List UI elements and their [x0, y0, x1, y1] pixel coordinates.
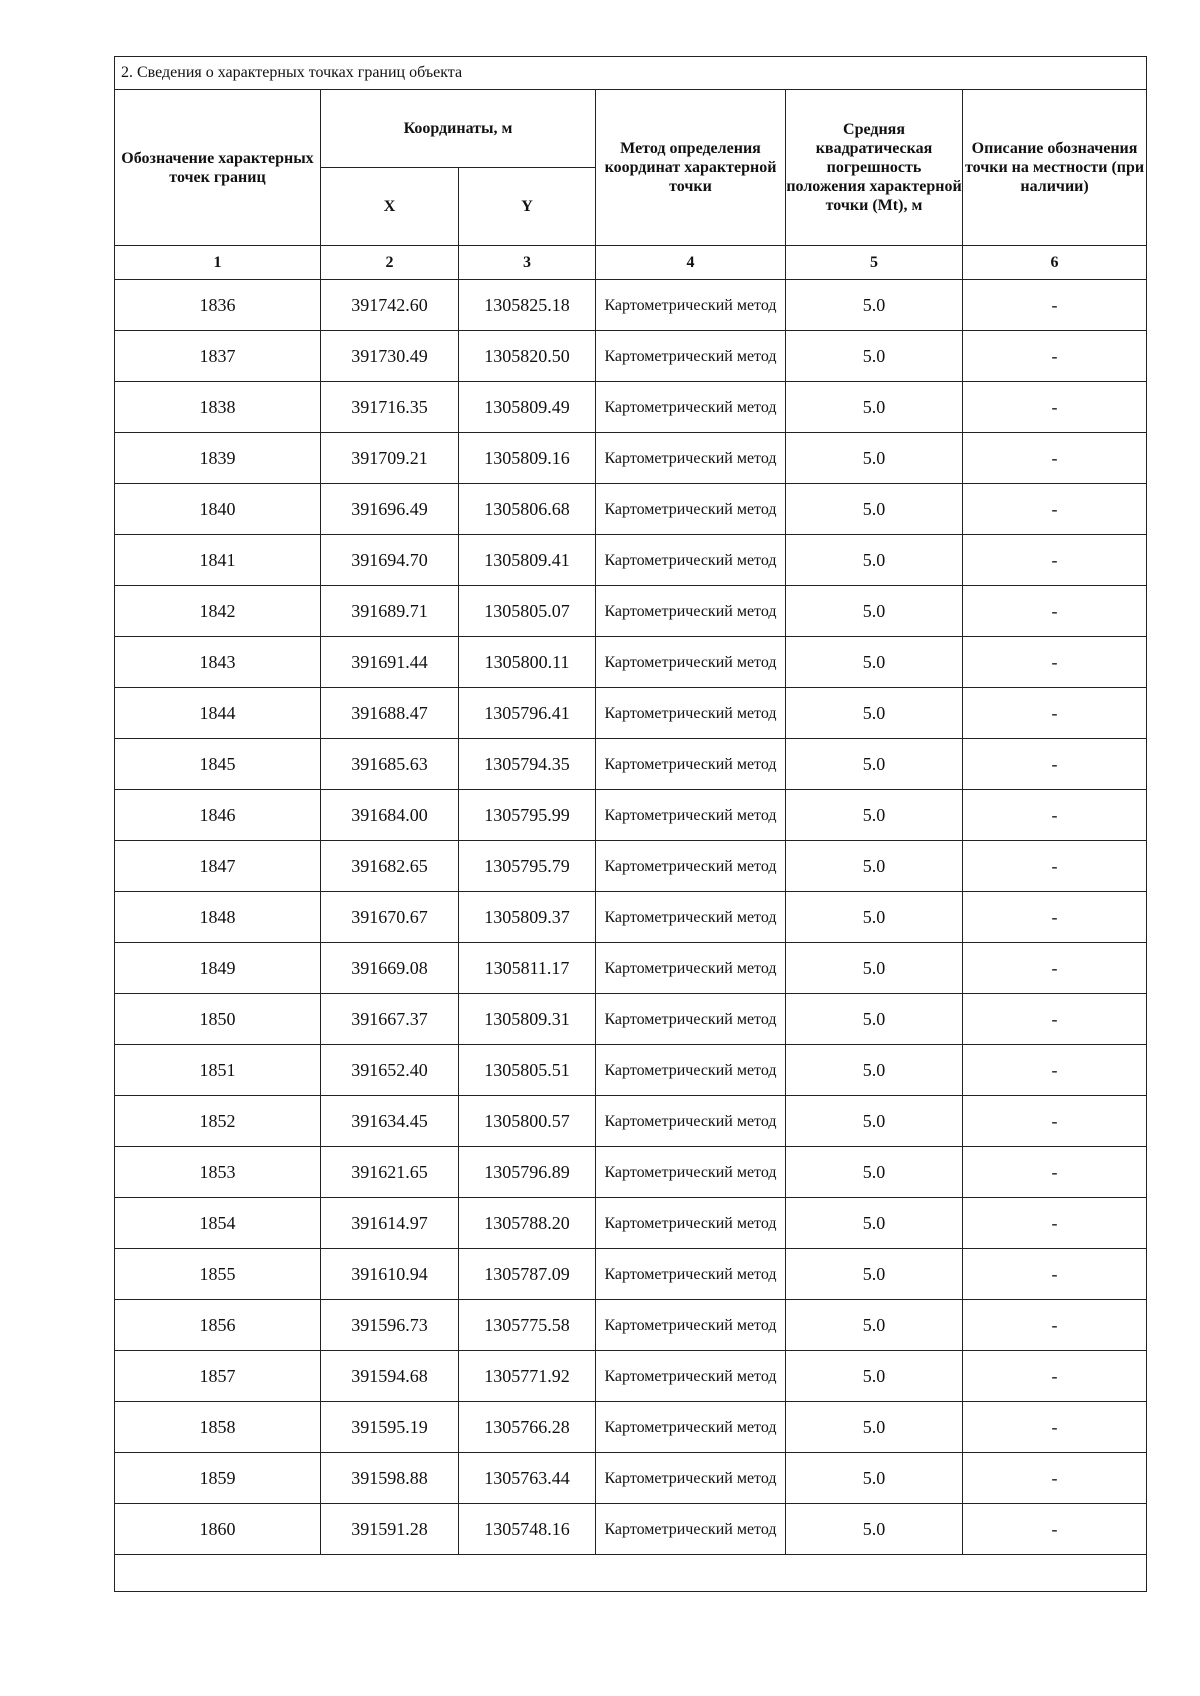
method-cell: Картометрический метод — [596, 1453, 786, 1504]
y-coordinate-cell: 1305775.58 — [459, 1300, 596, 1351]
y-coordinate-cell: 1305809.16 — [459, 433, 596, 484]
y-coordinate-cell: 1305809.37 — [459, 892, 596, 943]
table-row — [115, 739, 1147, 790]
y-coordinate-cell: 1305748.16 — [459, 1504, 596, 1555]
error-cell: 5.0 — [786, 841, 963, 892]
x-coordinate-cell: 391742.60 — [321, 280, 459, 331]
table-row — [115, 1351, 1147, 1402]
point-id-cell: 1843 — [115, 637, 321, 688]
column-number: 4 — [596, 246, 786, 280]
table-row — [115, 382, 1147, 433]
y-coordinate-cell: 1305806.68 — [459, 484, 596, 535]
table-row — [115, 1249, 1147, 1300]
point-id-cell: 1838 — [115, 382, 321, 433]
x-coordinate-cell: 391596.73 — [321, 1300, 459, 1351]
method-cell: Картометрический метод — [596, 535, 786, 586]
point-id-cell: 1860 — [115, 1504, 321, 1555]
header-y: Y — [459, 168, 596, 246]
point-id-cell: 1850 — [115, 994, 321, 1045]
error-cell: 5.0 — [786, 892, 963, 943]
table-row — [115, 1402, 1147, 1453]
y-coordinate-cell: 1305795.99 — [459, 790, 596, 841]
x-coordinate-cell: 391595.19 — [321, 1402, 459, 1453]
method-cell: Картометрический метод — [596, 994, 786, 1045]
x-coordinate-cell: 391716.35 — [321, 382, 459, 433]
y-coordinate-cell: 1305805.07 — [459, 586, 596, 637]
point-id-cell: 1853 — [115, 1147, 321, 1198]
table-row — [115, 637, 1147, 688]
table-row — [115, 280, 1147, 331]
y-coordinate-cell: 1305771.92 — [459, 1351, 596, 1402]
empty-table-row — [115, 1555, 1147, 1592]
x-coordinate-cell: 391591.28 — [321, 1504, 459, 1555]
point-id-cell: 1841 — [115, 535, 321, 586]
point-id-cell: 1844 — [115, 688, 321, 739]
error-cell: 5.0 — [786, 790, 963, 841]
table-row — [115, 943, 1147, 994]
x-coordinate-cell: 391610.94 — [321, 1249, 459, 1300]
description-cell: - — [963, 433, 1147, 484]
point-id-cell: 1858 — [115, 1402, 321, 1453]
table-row — [115, 790, 1147, 841]
empty-cell — [115, 1555, 1147, 1592]
table-body — [115, 280, 1147, 1592]
description-cell: - — [963, 1198, 1147, 1249]
y-coordinate-cell: 1305794.35 — [459, 739, 596, 790]
table-row — [115, 841, 1147, 892]
header-description: Описание обозначения точки на местности (при наличии) — [963, 90, 1147, 246]
method-cell: Картометрический метод — [596, 841, 786, 892]
method-cell: Картометрический метод — [596, 484, 786, 535]
error-cell: 5.0 — [786, 739, 963, 790]
point-id-cell: 1852 — [115, 1096, 321, 1147]
method-cell: Картометрический метод — [596, 586, 786, 637]
y-coordinate-cell: 1305809.31 — [459, 994, 596, 1045]
error-cell: 5.0 — [786, 1504, 963, 1555]
description-cell: - — [963, 1351, 1147, 1402]
point-id-cell: 1848 — [115, 892, 321, 943]
method-cell: Картометрический метод — [596, 1402, 786, 1453]
y-coordinate-cell: 1305787.09 — [459, 1249, 596, 1300]
header-point-designation: Обозначение характерных точек границ — [115, 90, 321, 246]
table-row — [115, 688, 1147, 739]
y-coordinate-cell: 1305825.18 — [459, 280, 596, 331]
x-coordinate-cell: 391709.21 — [321, 433, 459, 484]
point-id-cell: 1856 — [115, 1300, 321, 1351]
point-id-cell: 1857 — [115, 1351, 321, 1402]
header-coordinates: Координаты, м — [321, 90, 596, 168]
error-cell: 5.0 — [786, 1249, 963, 1300]
column-number: 2 — [321, 246, 459, 280]
method-cell: Картометрический метод — [596, 1249, 786, 1300]
error-cell: 5.0 — [786, 433, 963, 484]
method-cell: Картометрический метод — [596, 382, 786, 433]
header-x: X — [321, 168, 459, 246]
error-cell: 5.0 — [786, 586, 963, 637]
table-row — [115, 331, 1147, 382]
error-cell: 5.0 — [786, 1045, 963, 1096]
point-id-cell: 1854 — [115, 1198, 321, 1249]
point-id-cell: 1851 — [115, 1045, 321, 1096]
x-coordinate-cell: 391614.97 — [321, 1198, 459, 1249]
document-page — [114, 56, 1146, 1592]
description-cell: - — [963, 280, 1147, 331]
y-coordinate-cell: 1305788.20 — [459, 1198, 596, 1249]
description-cell: - — [963, 688, 1147, 739]
x-coordinate-cell: 391689.71 — [321, 586, 459, 637]
x-coordinate-cell: 391669.08 — [321, 943, 459, 994]
y-coordinate-cell: 1305820.50 — [459, 331, 596, 382]
error-cell: 5.0 — [786, 1198, 963, 1249]
description-cell: - — [963, 994, 1147, 1045]
header-mean-square-error: Средняя квадратическая погрешность положения характерной точки (Mt), м — [786, 90, 963, 246]
table-row — [115, 1147, 1147, 1198]
y-coordinate-cell: 1305763.44 — [459, 1453, 596, 1504]
x-coordinate-cell: 391634.45 — [321, 1096, 459, 1147]
x-coordinate-cell: 391652.40 — [321, 1045, 459, 1096]
description-cell: - — [963, 484, 1147, 535]
point-id-cell: 1842 — [115, 586, 321, 637]
y-coordinate-cell: 1305800.57 — [459, 1096, 596, 1147]
description-cell: - — [963, 1096, 1147, 1147]
table-row — [115, 994, 1147, 1045]
section-caption: 2. Сведения о характерных точках границ объекта — [115, 57, 1147, 90]
point-id-cell: 1849 — [115, 943, 321, 994]
x-coordinate-cell: 391691.44 — [321, 637, 459, 688]
x-coordinate-cell: 391684.00 — [321, 790, 459, 841]
x-coordinate-cell: 391682.65 — [321, 841, 459, 892]
method-cell: Картометрический метод — [596, 739, 786, 790]
error-cell: 5.0 — [786, 331, 963, 382]
table-row — [115, 892, 1147, 943]
error-cell: 5.0 — [786, 1300, 963, 1351]
error-cell: 5.0 — [786, 1402, 963, 1453]
method-cell: Картометрический метод — [596, 943, 786, 994]
description-cell: - — [963, 1147, 1147, 1198]
x-coordinate-cell: 391696.49 — [321, 484, 459, 535]
point-id-cell: 1846 — [115, 790, 321, 841]
x-coordinate-cell: 391730.49 — [321, 331, 459, 382]
y-coordinate-cell: 1305795.79 — [459, 841, 596, 892]
method-cell: Картометрический метод — [596, 1504, 786, 1555]
y-coordinate-cell: 1305766.28 — [459, 1402, 596, 1453]
point-id-cell: 1847 — [115, 841, 321, 892]
method-cell: Картометрический метод — [596, 331, 786, 382]
method-cell: Картометрический метод — [596, 790, 786, 841]
x-coordinate-cell: 391694.70 — [321, 535, 459, 586]
method-cell: Картометрический метод — [596, 280, 786, 331]
error-cell: 5.0 — [786, 280, 963, 331]
method-cell: Картометрический метод — [596, 433, 786, 484]
error-cell: 5.0 — [786, 994, 963, 1045]
column-number: 6 — [963, 246, 1147, 280]
x-coordinate-cell: 391688.47 — [321, 688, 459, 739]
method-cell: Картометрический метод — [596, 688, 786, 739]
table-row — [115, 1198, 1147, 1249]
table-row — [115, 586, 1147, 637]
y-coordinate-cell: 1305796.89 — [459, 1147, 596, 1198]
description-cell: - — [963, 841, 1147, 892]
method-cell: Картометрический метод — [596, 1198, 786, 1249]
point-id-cell: 1855 — [115, 1249, 321, 1300]
point-id-cell: 1836 — [115, 280, 321, 331]
error-cell: 5.0 — [786, 637, 963, 688]
x-coordinate-cell: 391670.67 — [321, 892, 459, 943]
description-cell: - — [963, 1300, 1147, 1351]
error-cell: 5.0 — [786, 1147, 963, 1198]
error-cell: 5.0 — [786, 688, 963, 739]
description-cell: - — [963, 382, 1147, 433]
table-row — [115, 1504, 1147, 1555]
y-coordinate-cell: 1305809.49 — [459, 382, 596, 433]
description-cell: - — [963, 535, 1147, 586]
error-cell: 5.0 — [786, 1351, 963, 1402]
header-method: Метод определения координат характерной точки — [596, 90, 786, 246]
description-cell: - — [963, 1045, 1147, 1096]
method-cell: Картометрический метод — [596, 1351, 786, 1402]
error-cell: 5.0 — [786, 943, 963, 994]
description-cell: - — [963, 739, 1147, 790]
method-cell: Картометрический метод — [596, 892, 786, 943]
description-cell: - — [963, 331, 1147, 382]
description-cell: - — [963, 1249, 1147, 1300]
point-id-cell: 1837 — [115, 331, 321, 382]
table-row — [115, 1300, 1147, 1351]
x-coordinate-cell: 391621.65 — [321, 1147, 459, 1198]
table-row — [115, 1096, 1147, 1147]
x-coordinate-cell: 391667.37 — [321, 994, 459, 1045]
y-coordinate-cell: 1305805.51 — [459, 1045, 596, 1096]
y-coordinate-cell: 1305811.17 — [459, 943, 596, 994]
table-row — [115, 433, 1147, 484]
description-cell: - — [963, 1453, 1147, 1504]
description-cell: - — [963, 892, 1147, 943]
y-coordinate-cell: 1305800.11 — [459, 637, 596, 688]
point-id-cell: 1845 — [115, 739, 321, 790]
error-cell: 5.0 — [786, 382, 963, 433]
error-cell: 5.0 — [786, 484, 963, 535]
column-number: 5 — [786, 246, 963, 280]
point-id-cell: 1840 — [115, 484, 321, 535]
description-cell: - — [963, 1504, 1147, 1555]
column-numbers-row — [115, 246, 1147, 280]
error-cell: 5.0 — [786, 1453, 963, 1504]
column-number: 1 — [115, 246, 321, 280]
method-cell: Картометрический метод — [596, 1045, 786, 1096]
description-cell: - — [963, 1402, 1147, 1453]
description-cell: - — [963, 790, 1147, 841]
point-id-cell: 1859 — [115, 1453, 321, 1504]
method-cell: Картометрический метод — [596, 1096, 786, 1147]
x-coordinate-cell: 391598.88 — [321, 1453, 459, 1504]
table-row — [115, 1453, 1147, 1504]
description-cell: - — [963, 586, 1147, 637]
description-cell: - — [963, 637, 1147, 688]
y-coordinate-cell: 1305809.41 — [459, 535, 596, 586]
table-row — [115, 1045, 1147, 1096]
x-coordinate-cell: 391685.63 — [321, 739, 459, 790]
error-cell: 5.0 — [786, 535, 963, 586]
table-row — [115, 535, 1147, 586]
method-cell: Картометрический метод — [596, 637, 786, 688]
column-number: 3 — [459, 246, 596, 280]
table-row — [115, 484, 1147, 535]
error-cell: 5.0 — [786, 1096, 963, 1147]
boundary-points-table — [114, 56, 1147, 1592]
y-coordinate-cell: 1305796.41 — [459, 688, 596, 739]
method-cell: Картометрический метод — [596, 1300, 786, 1351]
method-cell: Картометрический метод — [596, 1147, 786, 1198]
point-id-cell: 1839 — [115, 433, 321, 484]
description-cell: - — [963, 943, 1147, 994]
x-coordinate-cell: 391594.68 — [321, 1351, 459, 1402]
